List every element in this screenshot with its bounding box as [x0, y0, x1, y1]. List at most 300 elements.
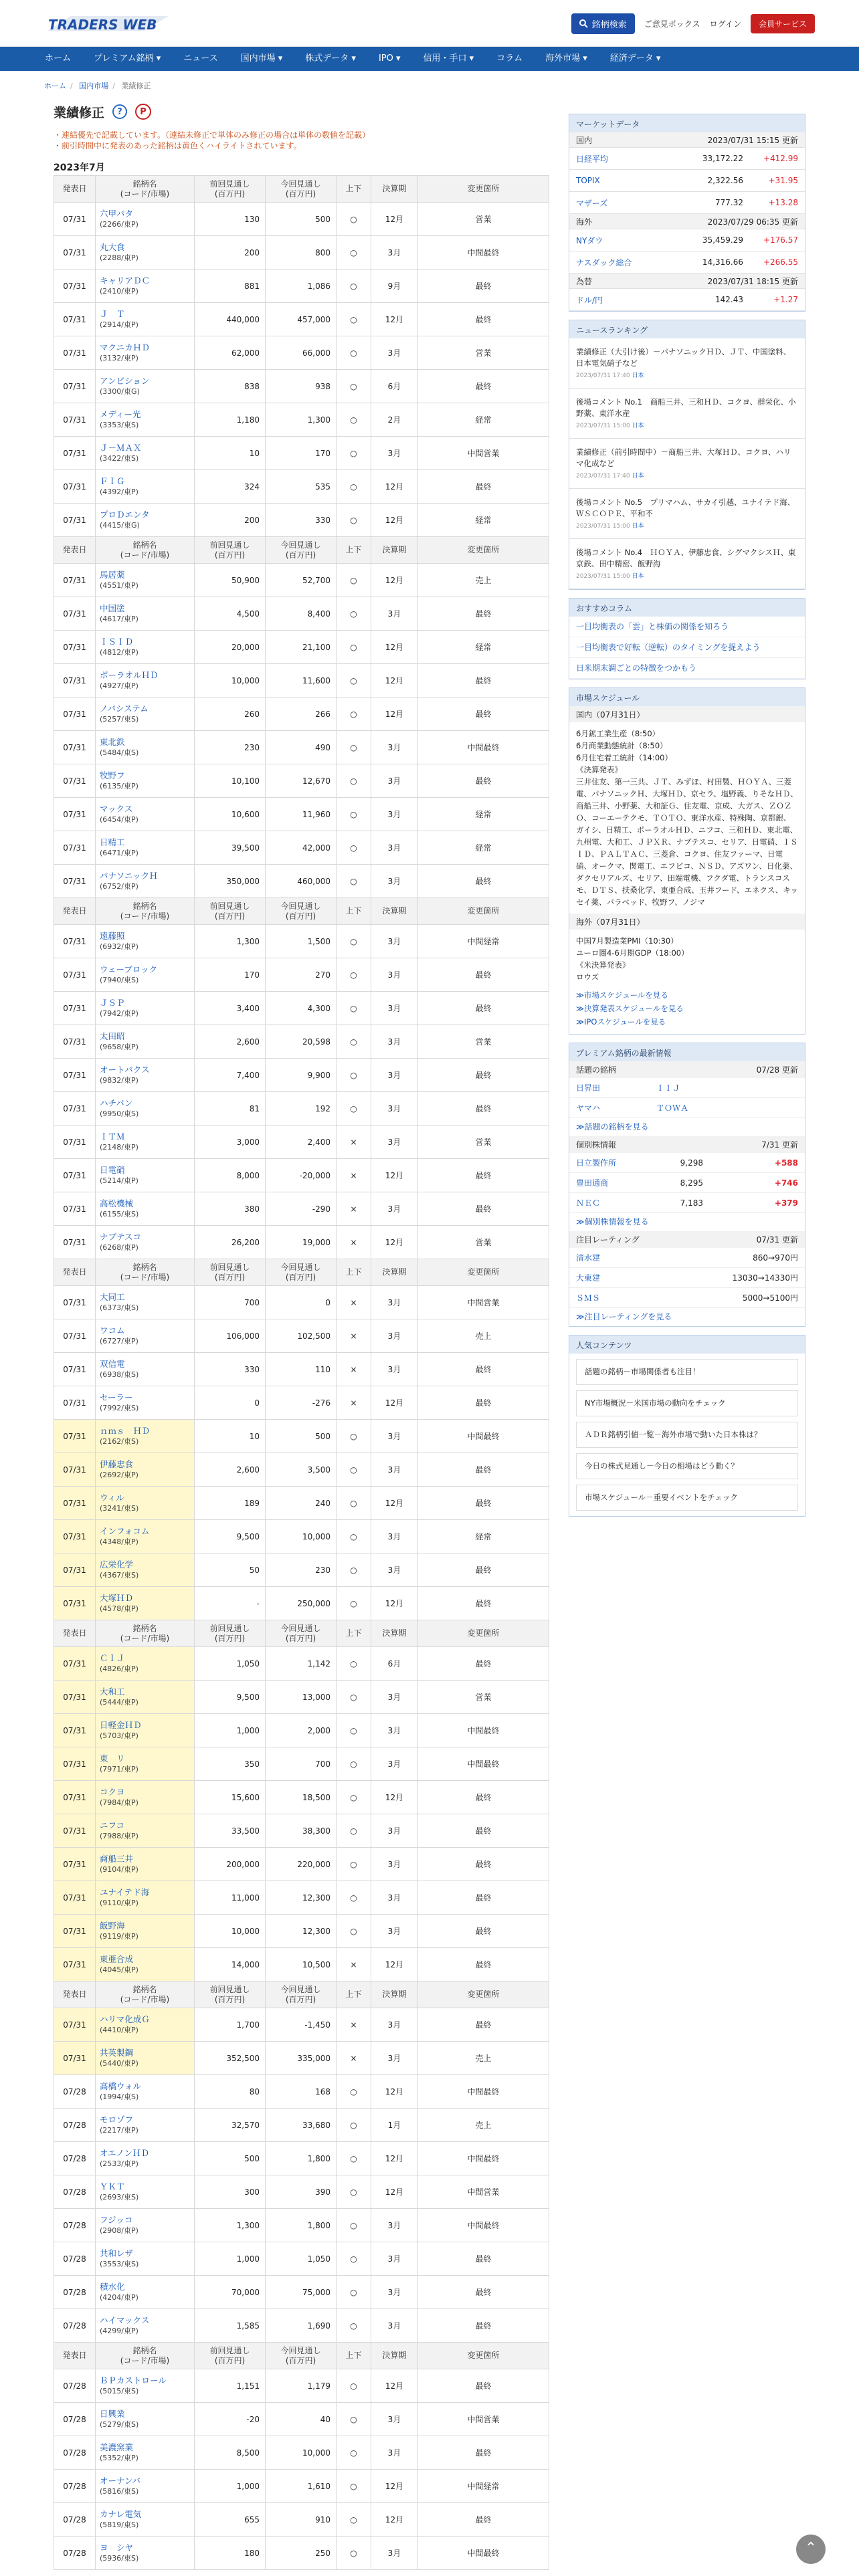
changed-item: 最終	[418, 2276, 549, 2309]
stock-name-link[interactable]: セーラー	[100, 1392, 133, 1402]
stock-name-link[interactable]: 丸大食	[100, 242, 125, 252]
stock-name-link[interactable]: モロゾフ	[100, 2115, 134, 2125]
individual-more-link[interactable]: ≫個別株情報を見る	[576, 1217, 649, 1226]
direction-mark: ×	[337, 1286, 371, 1319]
fiscal-period: 6月	[371, 370, 418, 403]
topic-row	[569, 1078, 805, 1098]
announce-date: 07/31	[54, 1647, 96, 1681]
direction-mark: ○	[337, 1881, 371, 1915]
schedule-link[interactable]: ≫IPOスケジュールを見る	[576, 1017, 666, 1027]
previous-forecast: 1,300	[195, 2209, 266, 2242]
stock-code: (6932/東P)	[100, 942, 138, 951]
direction-mark: ○	[337, 697, 371, 731]
fiscal-period: 12月	[371, 1386, 418, 1420]
stock-name-link[interactable]: 大和工	[100, 1687, 125, 1697]
topic-stock-link[interactable]: ＩＩＪ	[656, 1083, 681, 1093]
news-item[interactable]	[569, 338, 805, 389]
individual-stock-link[interactable]: 日立製作所	[576, 1158, 617, 1168]
current-forecast: 335,000	[266, 2042, 337, 2075]
market-index-link[interactable]: TOPIX	[576, 176, 600, 185]
news-item[interactable]	[569, 489, 805, 539]
news-headline[interactable]: 後場コメント No.5 プリマハム、サカイ引越、ユナイテド海、ＷＳＣＯＰＥ、平和不	[576, 498, 795, 518]
previous-forecast: 9,500	[195, 1681, 266, 1714]
changed-item: 中間営業	[418, 437, 549, 470]
stock-code: (4204/東P)	[100, 2293, 138, 2302]
stock-name-link[interactable]: ウィル	[100, 1493, 124, 1503]
stock-name-link[interactable]: 大同工	[100, 1292, 125, 1302]
stock-name-link[interactable]: インフォコム	[100, 1526, 150, 1536]
direction-mark: ○	[337, 303, 371, 336]
table-header-row	[54, 1259, 549, 1286]
market-index-link[interactable]: NYダウ	[576, 235, 603, 245]
market-index-link[interactable]: マザーズ	[576, 198, 608, 208]
announce-date: 07/31	[54, 1226, 96, 1259]
breadcrumb-domestic[interactable]: 国内市場	[79, 82, 109, 90]
changed-item: 中間最終	[418, 2537, 549, 2570]
stock-name-cell	[96, 2369, 195, 2403]
stock-name-cell	[96, 1353, 195, 1386]
direction-mark: ○	[337, 1814, 371, 1848]
fiscal-period: 3月	[371, 2436, 418, 2470]
column-header: 決算期	[371, 898, 418, 925]
popular-content-link[interactable]: 今日の株式見通し－今日の相場はどう動く？	[576, 1453, 798, 1479]
market-row	[569, 170, 805, 192]
news-ranking-box	[569, 320, 805, 590]
fiscal-period: 3月	[371, 1915, 418, 1948]
stock-name-link[interactable]: 大塚ＨＤ	[100, 1593, 134, 1603]
previous-forecast: 350	[195, 1747, 266, 1781]
stock-name-link[interactable]: 共和レザ	[100, 2248, 134, 2258]
stock-name-link[interactable]: ヨ シヤ	[100, 2543, 134, 2553]
column-header: 変更箇所	[418, 1620, 549, 1647]
stock-name-link[interactable]: 中国塗	[100, 603, 125, 613]
direction-mark: ○	[337, 2175, 371, 2209]
stock-name-link[interactable]: 共英製鋼	[100, 2048, 134, 2058]
current-forecast: 500	[266, 203, 337, 236]
stock-code: (2410/東P)	[100, 287, 138, 296]
stock-name-link[interactable]: マックス	[100, 804, 133, 814]
current-forecast: 75,000	[266, 2276, 337, 2309]
member-service-button[interactable]: 会員サービス	[751, 14, 815, 33]
direction-mark: ○	[337, 1848, 371, 1881]
fiscal-period: 3月	[371, 1025, 418, 1059]
market-index-link[interactable]: 日経平均	[576, 154, 609, 164]
current-forecast: 800	[266, 236, 337, 270]
stock-code: (3353/東S)	[100, 421, 139, 429]
stock-name-link[interactable]: Ｊ Ｔ	[100, 309, 125, 319]
current-forecast: 240	[266, 1487, 337, 1520]
fiscal-period: 3月	[371, 2537, 418, 2570]
schedule-overseas-label: 海外（07月31日）	[569, 914, 805, 930]
previous-forecast: 180	[195, 2537, 266, 2570]
breadcrumb-home[interactable]: ホーム	[44, 82, 66, 90]
current-forecast: 1,800	[266, 2142, 337, 2175]
current-forecast: 2,400	[266, 1125, 337, 1159]
stock-name-link[interactable]: マクニカＨＤ	[100, 342, 150, 352]
stock-name-link[interactable]: ＣＩＪ	[100, 1653, 125, 1663]
column-header: 決算期	[371, 1259, 418, 1286]
previous-forecast: 700	[195, 1286, 266, 1319]
rating-stock-link[interactable]: ＳＭＳ	[576, 1293, 601, 1303]
market-group-header	[569, 132, 805, 148]
stock-name-link[interactable]: 高橋ウォル	[100, 2081, 142, 2091]
news-headline[interactable]: 後場コメント No.4 ＨＯＹＡ、伊藤忠食、シグマクシスＨ、東京鉄、田中精密、飯野海	[576, 548, 796, 568]
nav-item[interactable]: 経済データ ▾	[609, 53, 661, 64]
stock-code: (5936/東S)	[100, 2554, 139, 2563]
stock-name-link[interactable]: ＹＫＴ	[100, 2181, 125, 2191]
schedule-link[interactable]: ≫市場スケジュールを見る	[576, 990, 668, 1000]
stock-name-link[interactable]: 太田昭	[100, 1031, 125, 1041]
market-update-time: 2023/07/31 18:15 更新	[707, 276, 798, 286]
stock-name-link[interactable]: ノバシステム	[100, 704, 149, 714]
stock-name-cell	[96, 731, 195, 764]
premium-box-header: プレミアム銘柄の最新情報	[569, 1043, 805, 1061]
popular-content-link[interactable]: NY市場概況－米国市場の動向をチェック	[576, 1390, 798, 1416]
news-headline[interactable]: 後場コメント No.1 商船三井、三和ＨＤ、コクヨ、群栄化、小野薬、東洋水産	[576, 397, 796, 418]
stock-name-link[interactable]: 伊藤忠食	[100, 1459, 134, 1469]
stock-name-cell	[96, 764, 195, 798]
column-header: 上下	[337, 537, 371, 564]
stock-name-link[interactable]: 東北鉄	[100, 737, 125, 747]
stock-name-link[interactable]: 積水化	[100, 2282, 125, 2292]
direction-mark: ○	[337, 403, 371, 437]
nav-item[interactable]: IPO ▾	[378, 53, 401, 64]
market-row	[569, 192, 805, 214]
rating-more-link[interactable]: ≫注目レーティングを見る	[576, 1312, 672, 1321]
direction-mark: ×	[337, 1226, 371, 1259]
announce-date: 07/31	[54, 992, 96, 1025]
schedule-link[interactable]: ≫決算発表スケジュールを見る	[576, 1004, 684, 1013]
recommended-columns-box-header: おすすめコラム	[569, 599, 805, 617]
fiscal-period: 3月	[371, 1453, 418, 1487]
stock-name-link[interactable]: 東亜合成	[100, 1954, 134, 1964]
direction-mark: ○	[337, 1520, 371, 1553]
changed-item: 経常	[418, 798, 549, 831]
announce-date: 07/28	[54, 2503, 96, 2537]
nav-item[interactable]: ホーム	[45, 53, 72, 64]
stock-name-cell	[96, 1881, 195, 1915]
stock-code: (7984/東P)	[100, 1798, 138, 1807]
market-value: 777.32	[715, 198, 743, 207]
nav-item[interactable]: 海外市場 ▾	[545, 53, 587, 64]
nav-item[interactable]: ニュース	[183, 53, 218, 64]
rating-stock-link[interactable]: 大東建	[576, 1273, 601, 1283]
stock-name-link[interactable]: ハチバン	[100, 1098, 133, 1108]
fiscal-period: 12月	[371, 1487, 418, 1520]
stock-code: (2266/東P)	[100, 220, 138, 229]
stock-name-link[interactable]: パナソニックＨ	[100, 871, 158, 881]
table-row	[54, 2276, 549, 2309]
current-forecast: 18,500	[266, 1781, 337, 1814]
stock-name-link[interactable]: ＢＰカストロール	[100, 2375, 167, 2385]
news-headline[interactable]: 業績修正（前引時間中）－商船三井、大塚ＨＤ、コクヨ、ハリマ化成など	[576, 447, 791, 468]
stock-name-link[interactable]: オートバクス	[100, 1065, 150, 1075]
changed-item: 中間最終	[418, 731, 549, 764]
individual-stock-link[interactable]: ＮＥＣ	[576, 1198, 601, 1208]
announce-date: 07/31	[54, 1420, 96, 1453]
scroll-to-top-button[interactable]	[796, 2535, 826, 2564]
previous-forecast: 11,000	[195, 1881, 266, 1915]
changed-item: 営業	[418, 1226, 549, 1259]
current-forecast: 11,960	[266, 798, 337, 831]
previous-forecast: 230	[195, 731, 266, 764]
current-forecast: 330	[266, 504, 337, 537]
column-link-text[interactable]: 日米期末調ごとの特徴をつかもう	[576, 663, 697, 673]
topic-stock-link[interactable]: ヤマハ	[576, 1103, 600, 1113]
column-header: 今回見通し (百万円)	[266, 1981, 337, 2008]
stock-name-cell	[96, 2403, 195, 2436]
popular-content-box	[569, 1335, 805, 1517]
column-header: 今回見通し (百万円)	[266, 1620, 337, 1647]
stock-code: (9658/東P)	[100, 1043, 138, 1051]
news-item[interactable]	[569, 389, 805, 439]
premium-icon[interactable]: P	[135, 104, 151, 120]
stock-name-link[interactable]: 美濃窯業	[100, 2442, 134, 2452]
stock-name-link[interactable]: ハイマックス	[100, 2315, 150, 2325]
market-row	[569, 148, 805, 170]
previous-forecast: 26,200	[195, 1226, 266, 1259]
direction-mark: ○	[337, 270, 371, 303]
stock-name-link[interactable]: オーナンバ	[100, 2476, 141, 2486]
changed-item: 最終	[418, 1915, 549, 1948]
announce-date: 07/31	[54, 270, 96, 303]
stock-name-cell	[96, 958, 195, 992]
table-header-row	[54, 2343, 549, 2369]
table-row	[54, 1059, 549, 1092]
stock-name-link[interactable]: 日電硝	[100, 1165, 125, 1175]
changed-item: 売上	[418, 2109, 549, 2142]
current-forecast: 1,500	[266, 925, 337, 958]
stock-code: (5484/東S)	[100, 748, 139, 757]
column-link-text[interactable]: 一目均衡表で好転（逆転）のタイミングを捉えよう	[576, 643, 761, 652]
stock-name-link[interactable]: ＩＳＩＤ	[100, 637, 134, 647]
column-header: 発表日	[54, 537, 96, 564]
announce-date: 07/31	[54, 958, 96, 992]
direction-mark: ○	[337, 2436, 371, 2470]
announce-date: 07/31	[54, 731, 96, 764]
table-row	[54, 798, 549, 831]
current-forecast: 19,000	[266, 1226, 337, 1259]
market-index-link[interactable]: ナスダック総合	[576, 257, 632, 267]
stock-name-link[interactable]: ＦＩＧ	[100, 476, 125, 486]
column-header: 変更箇所	[418, 1981, 549, 2008]
nav-item[interactable]: 国内市場 ▾	[240, 53, 283, 64]
feedback-link[interactable]: ご意見ボックス	[644, 19, 700, 29]
stock-name-link[interactable]: カナレ電気	[100, 2509, 142, 2519]
stock-name-link[interactable]: ＩＴＭ	[100, 1132, 125, 1142]
stock-name-link[interactable]: 日軽金ＨＤ	[100, 1720, 142, 1730]
stock-name-link[interactable]: オエノンＨＤ	[100, 2148, 150, 2158]
stock-name-link[interactable]: 遠藤照	[100, 931, 125, 941]
stock-name-cell	[96, 203, 195, 236]
column-header: 決算期	[371, 1981, 418, 2008]
fiscal-period: 12月	[371, 631, 418, 664]
stock-name-link[interactable]: コクヨ	[100, 1787, 125, 1797]
column-header: 今回見通し (百万円)	[266, 898, 337, 925]
stock-name-link[interactable]: ポーラオルＨＤ	[100, 670, 159, 680]
nav-item[interactable]: 信用・手口 ▾	[423, 53, 474, 64]
direction-mark: ×	[337, 1159, 371, 1192]
stock-name-link[interactable]: ｎｍｓ ＨＤ	[100, 1426, 151, 1436]
stock-code: (6727/東P)	[100, 1337, 138, 1346]
login-link[interactable]: ログイン	[709, 19, 741, 29]
stock-name-cell	[96, 1915, 195, 1948]
previous-forecast: 4,500	[195, 597, 266, 631]
changed-item: 中間営業	[418, 1286, 549, 1319]
stock-name-link[interactable]: ワコム	[100, 1325, 125, 1335]
stock-name-link[interactable]: 広栄化学	[100, 1560, 134, 1570]
changed-item: 最終	[418, 1881, 549, 1915]
stock-code: (5352/東P)	[100, 2454, 138, 2462]
schedule-companies: 三井住友、第一三共、ＪＴ、みずほ、村田製、ＨＯＹＡ、三菱電、パナソニックＨ、大塚ＨＤ、京セラ、塩野義、りそなＨＤ、商船三井、小野薬、大和証Ｇ、住友電、京成、大ガス、ＺＯＺＯ、コーエーテクモ、ＴＯＴＯ、東洋水産、特殊陶、京都銀、ガイシ、日精工、ポーラオルＨＤ、ニフコ、三和ＨＤ、東北電、九州電、大和工、ＪＰＸＲ、ナブテスコ、セリア、日電硝、ＩＳＩＤ、ＰＡＬＴＡＣ、三菱倉、コクヨ、住友ファーマ、日電硝、オークマ、関電工、エフピコ、ＮＳＤ、アズワン、日化薬、ダクセリアルズ、セリア、田端電機、フクダ電、トランスコスモ、ＤＴＳ、扶桑化学、東亜合成、玉井フード、エネクス、キッセイ薬、パラベッド、牧野フ、ノジマ	[576, 777, 799, 907]
column-link[interactable]	[569, 617, 805, 637]
stock-name-cell	[96, 236, 195, 270]
nav-item[interactable]: 株式データ ▾	[305, 53, 356, 64]
changed-item: 最終	[418, 1587, 549, 1620]
stock-name-link[interactable]: 日精工	[100, 837, 125, 847]
market-update-time: 2023/07/29 06:35 更新	[707, 217, 798, 227]
stock-name-cell	[96, 2309, 195, 2343]
direction-mark: ○	[337, 437, 371, 470]
popular-content-link[interactable]: 市場スケジュール－重要イベントをチェック	[576, 1485, 798, 1511]
notes	[54, 130, 549, 151]
announce-date: 07/31	[54, 1948, 96, 1981]
current-forecast: 110	[266, 1353, 337, 1386]
announce-date: 07/28	[54, 2142, 96, 2175]
column-header: 前回見通し (百万円)	[195, 1981, 266, 2008]
news-headline[interactable]: 業績修正（大引け後）－パナソニックＨＤ、ＪＴ、中国塗料、日本電気硝子など	[576, 347, 791, 368]
stock-name-link[interactable]: 双信電	[100, 1359, 125, 1369]
table-row	[54, 631, 549, 664]
table-row	[54, 2175, 549, 2209]
fiscal-period: 3月	[371, 597, 418, 631]
announce-date: 07/31	[54, 370, 96, 403]
stock-name-cell	[96, 1520, 195, 1553]
traders-web-logo[interactable]	[44, 13, 171, 36]
stock-name-link[interactable]: 六甲バタ	[100, 209, 134, 219]
stock-name-link[interactable]: 日興業	[100, 2409, 125, 2419]
market-group-header	[569, 214, 805, 229]
stock-search-button[interactable]	[571, 13, 635, 34]
column-header: 今回見通し (百万円)	[266, 2343, 337, 2369]
news-time: 2023/07/31 17:40	[576, 473, 630, 479]
schedule-line: 《決算発表》	[576, 765, 622, 774]
announce-date: 07/31	[54, 1487, 96, 1520]
announce-date: 07/31	[54, 1092, 96, 1125]
stock-name-link[interactable]: ウェーブロック	[100, 964, 158, 974]
market-update-time: 2023/07/31 15:15 更新	[707, 135, 798, 145]
stock-name-link[interactable]: 牧野フ	[100, 770, 125, 780]
current-forecast: 1,179	[266, 2369, 337, 2403]
current-forecast: 13,000	[266, 1681, 337, 1714]
stock-name-link[interactable]: ナブテスコ	[100, 1232, 142, 1242]
column-link-text[interactable]: 一目均衡表の「雲」と株価の関係を知ろう	[576, 622, 729, 631]
stock-name-cell	[96, 2075, 195, 2109]
fiscal-period: 9月	[371, 270, 418, 303]
direction-mark: ×	[337, 1948, 371, 1981]
popular-content-link[interactable]: 話題の銘柄－市場関係者も注目！	[576, 1359, 798, 1385]
changed-item: 経常	[418, 1520, 549, 1553]
column-header: 前回見通し (百万円)	[195, 1620, 266, 1647]
fiscal-period: 3月	[371, 1059, 418, 1092]
changed-item: 最終	[418, 764, 549, 798]
current-forecast: 8,400	[266, 597, 337, 631]
changed-item: 中間営業	[418, 2175, 549, 2209]
table-row	[54, 2403, 549, 2436]
previous-forecast: 1,000	[195, 2470, 266, 2503]
news-item[interactable]	[569, 439, 805, 489]
stock-code: (3300/東G)	[100, 387, 140, 396]
popular-content-link[interactable]: ＡＤＲ銘柄引値一覧－海外市場で動いた日本株は？	[576, 1422, 798, 1448]
direction-mark: ×	[337, 1192, 371, 1226]
stock-name-link[interactable]: キャリアＤＣ	[100, 276, 151, 286]
previous-forecast: 10,600	[195, 798, 266, 831]
announce-date: 07/31	[54, 336, 96, 370]
stock-name-link[interactable]: 高松機械	[100, 1198, 134, 1208]
stock-name-link[interactable]: 飯野海	[100, 1921, 125, 1931]
announce-date: 07/31	[54, 1025, 96, 1059]
direction-mark: ×	[337, 2042, 371, 2075]
table-row	[54, 1286, 549, 1319]
nav-item[interactable]: コラム	[496, 53, 523, 64]
news-item[interactable]	[569, 539, 805, 589]
announce-date: 07/31	[54, 2042, 96, 2075]
rating-stock-link[interactable]: 清水建	[576, 1253, 601, 1263]
market-value: 142.43	[715, 295, 743, 304]
announce-date: 07/31	[54, 1881, 96, 1915]
stock-name-cell	[96, 504, 195, 537]
current-forecast: 102,500	[266, 1319, 337, 1353]
topic-stock-link[interactable]: ＴＯＷＡ	[656, 1103, 689, 1113]
announce-date: 07/31	[54, 1353, 96, 1386]
stock-name-link[interactable]: ハリマ化成Ｇ	[100, 2014, 150, 2024]
market-change: +1.27	[773, 295, 798, 304]
fiscal-period: 3月	[371, 2276, 418, 2309]
page-title-row	[54, 100, 549, 123]
stock-name-link[interactable]: プロＤエンタ	[100, 510, 150, 520]
table-row	[54, 1553, 549, 1587]
column-header: 前回見通し (百万円)	[195, 537, 266, 564]
main-content	[54, 100, 549, 2570]
fiscal-period: 3月	[371, 958, 418, 992]
changed-item: 最終	[418, 1553, 549, 1587]
stock-name-link[interactable]: ニフコ	[100, 1820, 124, 1830]
stock-name-link[interactable]: ＪＳＰ	[100, 998, 125, 1008]
stock-name-link[interactable]: ユナイテド海	[100, 1887, 150, 1897]
table-row	[54, 370, 549, 403]
stock-name-link[interactable]: 東 リ	[100, 1753, 125, 1763]
table-header-row	[54, 1981, 549, 2008]
nav-item[interactable]: プレミアム銘柄 ▾	[94, 53, 161, 64]
changed-item: 中間最終	[418, 1714, 549, 1747]
column-link[interactable]	[569, 637, 805, 658]
topic-stock-link[interactable]: 日昇田	[576, 1083, 601, 1093]
stock-name-link[interactable]: 馬居薬	[100, 570, 125, 580]
column-link[interactable]	[569, 658, 805, 679]
stock-name-link[interactable]: 商船三井	[100, 1854, 134, 1864]
fiscal-period: 3月	[371, 2209, 418, 2242]
stock-name-link[interactable]: フジッコ	[100, 2215, 133, 2225]
market-index-link[interactable]: ドル/円	[576, 295, 603, 305]
stock-name-link[interactable]: メディー光	[100, 409, 141, 419]
individual-stock-link[interactable]: 豊田通商	[576, 1178, 609, 1188]
stock-name-link[interactable]: アンビション	[100, 376, 150, 386]
fiscal-period: 3月	[371, 831, 418, 865]
topic-more-link[interactable]: ≫話題の銘柄を見る	[576, 1122, 649, 1132]
stock-name-link[interactable]: Ｊ－ＭＡＸ	[100, 443, 142, 453]
previous-forecast: 7,400	[195, 1059, 266, 1092]
help-icon[interactable]: ?	[112, 104, 127, 119]
